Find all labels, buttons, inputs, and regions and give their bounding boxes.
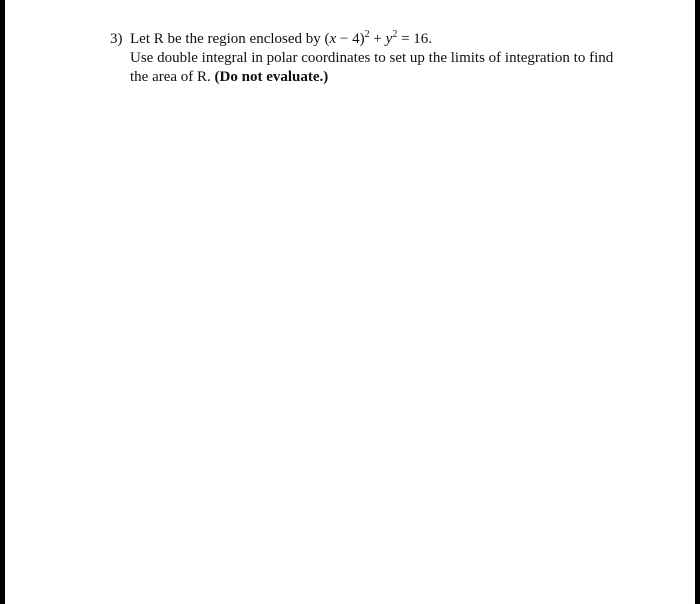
eq-exponent-2: 2 — [392, 29, 398, 40]
problem-number: 3) — [110, 31, 123, 47]
problem-line-3-text: the area of R. — [130, 69, 215, 85]
problem-3 — [110, 30, 630, 87]
problem-line-2: Use double integral in polar coordinates to set up the limits of integration to find — [130, 50, 614, 66]
eq-var-y: y — [385, 31, 393, 47]
eq-minus-four: − 4) — [336, 31, 365, 47]
problem-line-1 — [110, 30, 630, 49]
document-page — [5, 0, 695, 604]
circle-equation — [325, 31, 433, 47]
eq-exponent-1: 2 — [364, 29, 370, 40]
problem-intro: Let R be the region enclosed by — [130, 31, 325, 47]
eq-plus: + — [369, 31, 386, 47]
eq-var-x: x — [329, 31, 337, 47]
eq-open-paren: ( — [324, 31, 330, 47]
problem-line-3 — [110, 68, 630, 87]
eq-equals: = 16. — [397, 31, 433, 47]
do-not-evaluate-note: (Do not evaluate.) — [214, 69, 329, 85]
